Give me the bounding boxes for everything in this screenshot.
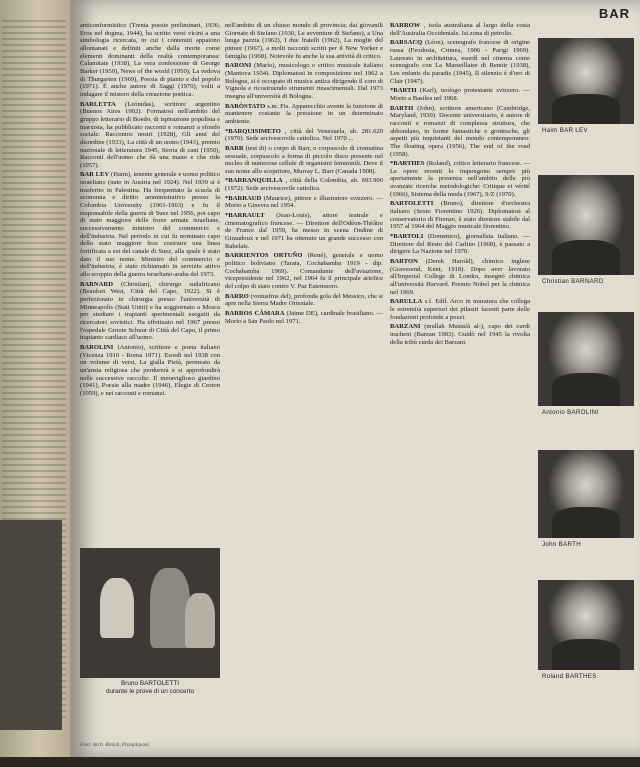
entry-text: (Christian), chirurgo sudafricano (Beaufort West, Città del Capo, 1922). Si è perfezionato in chirurgia presso l'università di Minneapolis (Stati Uniti) e ha soggiornato a Mosca per studiare i trapianti sperimentali eseguiti da ricercatori sovietici. Ha effettuato nel 1967 presso l'ospedale Groote Schuur di Città del Capo, il primo trapianto cardiaco all'uomo. [80, 280, 220, 342]
entry-headword: BARLETTA [80, 100, 116, 108]
entry-text: (Haim), tenente generale e uomo politico israeliano (nato in Austria nel 1924). Nel 1939 si è trasferito in Palestina. Ha frequentato la scuola di economia e diritto amministrativo presso la Colombia University (1961-1963) e fu il responsabile della guerra di Suez nel 1956, poi capo di stato maggiore delle forze armate israeliane, successivamente ministro del commercio e dell'industria. Nel periodo in cui fu nominato capo dello stato maggiore fece costruire una linea fortificata a est del canale di Suez, alla quale è stato dato il suo nome. Ministro del commercio e dell'industria, è stato richiamato in servizio attivo allo scoppio della guerra israeliano-araba del 1973. [80, 171, 220, 278]
dictionary-entry [225, 293, 383, 308]
column-3 [390, 22, 530, 767]
entry-headword: *BARTHES [390, 160, 425, 168]
entry-headword: *BARRAUD [225, 194, 262, 202]
entry-text: , città della Colombia, ab. 693.900 (1972). Sede arcivescovile cattolica. [225, 177, 383, 193]
entry-headword: BARÒSTATO [225, 102, 266, 110]
entry-headword: BARULLA [390, 298, 423, 306]
dictionary-entry [225, 22, 383, 60]
entry-headword: BARROW [390, 22, 421, 29]
figure-shape [100, 578, 134, 638]
dictionary-entry [80, 22, 220, 99]
dictionary-entry [80, 101, 220, 170]
entry-headword: BARONI [225, 62, 252, 70]
entry-headword: *BARTH [390, 87, 417, 95]
portrait-caption: Roland BARTHES [542, 673, 597, 680]
encyclopedia-page [70, 0, 640, 757]
dictionary-entry [390, 22, 530, 37]
entry-headword: *BARRAULT [225, 212, 265, 220]
entry-text: (René), generale e uomo politico boliviano (Tarata, Cochabamba 1919 - dip. Cochabamba 1969). Comandante dell'aviazione, vicepresidente nel 1962, nel 1964 fu il principale artefice del colpo di stato contro V. Paz Estenssoro. [225, 252, 383, 290]
entry-headword: BARR [225, 144, 244, 152]
dictionary-entry [225, 103, 383, 126]
dictionary-entry [225, 177, 383, 192]
left-page-edge [0, 0, 70, 757]
entry-headword: BARSACQ [390, 39, 423, 47]
entry-headword: BARROS CÂMARA [225, 309, 285, 317]
entry-text: , isola australiana al largo della costa dell'Australia Occidentale. Ist.zona di petrolio. [390, 22, 530, 37]
dictionary-entry [390, 323, 530, 346]
entry-text: , città del Venezuela, ab. 281.620 (1970). Sede arcivescovile cattolica. Nel 1970 ... [225, 127, 383, 143]
dictionary-entry [390, 105, 530, 159]
entry-headword: BARNARD [80, 280, 113, 288]
bartoletti-caption-desc: durante le prove di un concerto [105, 688, 195, 695]
entry-text: (Antonio), scrittore e poeta italiano (Vicenza 1910 - Roma 1971). Esordi nel 1938 con un volume di versi, La gialla Pietà, permeato da un'ansia religiosa che perdurerà e si approfondirà nelle successive raccolte: Il meraviglioso giardino (1941), Poesie alla madre (1946), Elegie di Croton (1959), e nei racconti e romanzi. [80, 343, 220, 397]
entry-headword: BARTON [390, 258, 418, 266]
figure-shape [150, 568, 190, 648]
bartoletti-caption [80, 680, 220, 696]
entry-text: (Jaime DE), cardinale brasiliano. — Morto a San Paolo nel 1971. [225, 309, 383, 325]
entry-text: (test di) o corpo di Barr, o corpuscolo di cromatina sessuale, corpuscolo a forma di piccolo disco presente nel nucleo di numerose cellule di organismi femminili. Deve il suo nome allo scopritore, Murray L. Barr (Canada 1908). [225, 144, 383, 175]
portrait-photo-barnard [538, 175, 634, 275]
bartoletti-photo [80, 548, 220, 678]
running-head: BAR [598, 6, 630, 21]
dictionary-entry [225, 212, 383, 250]
entry-headword: *BARQUISIMETO [225, 127, 281, 135]
entry-text: s.m. Fis. Apparecchio avente la funzione di mantenere costante la pressione in un determinato ambiente. [225, 102, 383, 125]
entry-text: (Maurice), pittore e illustratore svizzero. — Morto a Ginevra nel 1954. [225, 194, 383, 210]
bartoletti-caption-name: Bruno BARTOLETTI [120, 680, 179, 687]
entry-headword: BARZANI [390, 323, 421, 331]
portrait-caption: Christian BARNARD [542, 278, 604, 285]
entry-headword: BARTOLETTI [390, 200, 434, 208]
entry-text: (mullah Mustafà al-), capo dei curdi iracheni (Barzan 1903). Guidò nel 1945 la rivolta della tribù curda dei Barzani. [390, 323, 530, 346]
dictionary-entry [80, 281, 220, 342]
entry-text: (Jean-Louis), attore teatrale e cinematografico francese. — Direttore dell'Odéon-Théâtre de France dal 1959, ha messo in scena Ondine di Giraudoux e nel 1971 ha ottenuto un grande successo con Rabelais. [225, 212, 383, 250]
portrait-photo-barthes [538, 580, 634, 670]
dictionary-entry [390, 298, 530, 321]
dictionary-entry [225, 128, 383, 143]
entry-headword: BAROLINI [80, 343, 114, 351]
dictionary-entry [390, 258, 530, 296]
photo-credit: Foto: Arch. Rizzoli, Pizzaplayani, [80, 742, 151, 748]
dictionary-entry [80, 344, 220, 398]
portrait-caption: John BARTH [542, 541, 581, 548]
entry-text: (John), scrittore americano (Cambridge, Maryland, 1930). Docente universitario, è autore di racconti e romanzi di complessa struttura, che abbondano, in forme fantastiche e grottesche, gli aspetti più inquietanti del mondo contemporaneo: The floating opera (1956), The end of the road (1958). [390, 104, 530, 158]
dictionary-entry [390, 160, 530, 198]
portrait-photo-barolini [538, 312, 634, 406]
entry-text: anticonformistico (Trenta poesie preliminari, 1936; Eros nel dogma, 1944), ha scritto versi vicini a una simbologia ricercata, in cui i contenuti appaiono allontanati e definiti anche dalla morte come elementi dominanti della realtà contemporanea: Calamitate (1938), La vera confessione di George Barker (1950), News of the world (1950), La vedova di Thurgarten (1969), Poesia di pianto e del popolo (1971). È anche autore di Saggi (1970), volti a indagare il mistero della creazione poetica. [80, 22, 220, 98]
column-1-entries [80, 22, 220, 552]
dictionary-entry [225, 145, 383, 176]
portrait-caption: Haim BAR LEV [542, 127, 588, 134]
dictionary-entry [390, 233, 530, 256]
entry-headword: BAR LEV [80, 171, 110, 179]
entry-text: (Karl), teologo protestante svizzero. — Morto a Basilea nel 1968. [390, 87, 530, 102]
entry-text: (Derek Harold), chimico inglese (Gravesend, Kent, 1918). Dopo aver lavorato all'Imperial College di Londra, insegnò chimica all'università Harvard. Premio Nobel per la chimica nel 1969. [390, 258, 530, 296]
entry-text: nell'ambito di un chiuso mondo di provincia; dai giovanili Giornate di Stefano (1930, Le avventure di Stefano), a Una lunga pazzia (1962), I due fratelli (1962), La moglie del pittore (1967), a molti racconti scritti per il New Yorker e famiglia (1968). Notevole fu anche la sua attività di critico. [225, 22, 383, 60]
entry-text: (Leónidas), scrittore argentino (Buenos Aires 1902). Formatosi nell'ambito del gruppo letterario di Boedo, di ispirazione populista e marxista, ha pubblicato racconti e romanzi a sfondo sociale: Raccontos nostri (1928), Gli anni del disordine (1933), La città di un uomo (1943), premio nazionale di letteratura 1945, Storia di cani (1950), Raccontí dell'uomo che dà una mano e che ride (1957). [80, 100, 220, 169]
entry-text: (Domenico), giornalista italiano. — Direttore del Resto del Carlino (1968), è passato a dirigere La Nazione nel 1970. [390, 233, 530, 256]
entry-text: s.f. Edil. Arco in muratura che collega le estremità superiori dei pilastri facenti parte delle fondazioni profonde a pozzi. [390, 298, 530, 321]
entry-text: (Roland), critico letterario francese. — Le opere recenti lo impongono sempre più apertamente la presenza nell'ambito delle più avanzate ricerche metodologiche: Critique et vérité (1966), Sistema della moda (1967), S/Z (1970). [390, 160, 530, 198]
dictionary-entry [225, 62, 383, 100]
entry-headword: BARTH [390, 104, 414, 112]
portrait-photo-bar-lev [538, 38, 634, 124]
dictionary-entry [390, 200, 530, 231]
entry-headword: BARRIENTOS ORTUÑO [225, 252, 303, 260]
left-page-photo [0, 520, 62, 730]
entry-text: (Bruno), direttore d'orchestra italiano (Sesto Fiorentino 1926). Diplomatosi al conservatorio di Firenze, è stato direttore stabile dal 1957 al 1964 del Maggio musicale fiorentino. [390, 200, 530, 231]
portrait-caption: Antonio BAROLINI [542, 409, 599, 416]
dictionary-entry [390, 87, 530, 102]
entry-headword: *BARTOLI [390, 233, 424, 241]
dictionary-entry [225, 252, 383, 290]
entry-text: (Mario), musicologo e critico musicale italiano (Mantova 1934). Diplomatosi in composizione nel 1962 a Bologna, si è occupato di musica antica dirigendo il coro di Vignola e ricostruendo strumenti rinascimentali. Dal 1973 insegna all'università di Bologna. [225, 62, 383, 100]
entry-headword: BARRO [225, 292, 249, 300]
dictionary-entry [390, 39, 530, 85]
dictionary-entry [225, 195, 383, 210]
entry-headword: *BARRANQUILLA [225, 177, 283, 185]
dictionary-entry [80, 171, 220, 278]
entry-text: (vonusfrus del), profonda gola del Messico, che si apre nella Sierra Madre Orientale. [225, 292, 383, 308]
figure-shape [185, 593, 215, 648]
column-2 [225, 22, 383, 767]
dictionary-entry [225, 310, 383, 325]
entry-text: (Léon), scenografo francese di origine russa (Feodosia, Crimea, 1906 - Parigi 1969). Laureato in architettura, esordì nel cinema come scenografo con La Marseillaise di Renoir (1938), Les enfants du paradis (1945), Il silenzio è d'oro di Clair (1947). [390, 39, 530, 85]
portrait-photo-barth [538, 450, 634, 538]
